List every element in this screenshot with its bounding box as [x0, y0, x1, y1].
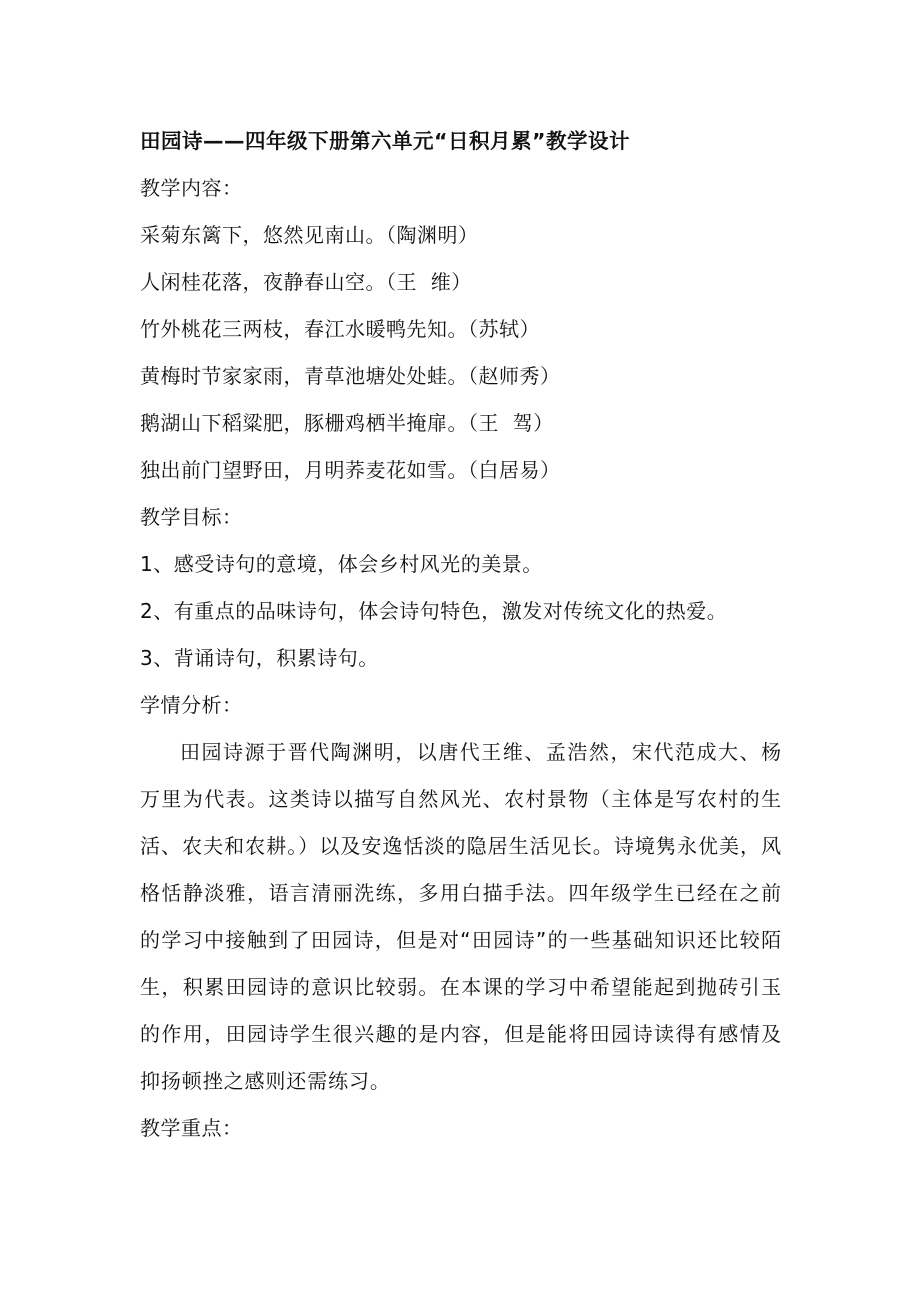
poem-line: 采菊东篱下，悠然见南山。（陶渊明） — [140, 223, 479, 247]
poem-line: 鹅湖山下稻粱肥，豚栅鸡栖半掩扉。（王 驾） — [140, 411, 554, 435]
section-heading-content: 教学内容： — [140, 176, 243, 200]
section-heading-key-points: 教学重点： — [140, 1116, 243, 1140]
goal-item: 1、感受诗句的意境，体会乡村风光的美景。 — [140, 552, 543, 576]
poem-line: 独出前门望野田，月明荞麦花如雪。（白居易） — [140, 458, 561, 482]
goal-item: 3、背诵诗句，积累诗句。 — [140, 646, 379, 670]
goal-item: 2、有重点的品味诗句，体会诗句特色，激发对传统文化的热爱。 — [140, 599, 728, 623]
poem-line: 黄梅时节家家雨，青草池塘处处蛙。（赵师秀） — [140, 364, 561, 388]
section-heading-analysis: 学情分析： — [140, 693, 243, 717]
analysis-paragraph: 田园诗源于晋代陶渊明，以唐代王维、孟浩然，宋代范成大、杨万里为代表。这类诗以描写自然风光、农村景物（主体是写农村的生活、农夫和农耕。）以及安逸恬淡的隐居生活见长。诗境隽永优美，风格恬静淡雅，语言清丽洗练，多用白描手法。四年级学生已经在之前的学习中接触到了田园诗，但是对“田园诗”的一些基础知识还比较陌生，积累田园诗的意识比较弱。在本课的学习中希望能起到抛砖引玉的作用，田园诗学生很兴趣的是内容，但是能将田园诗读得有感情及抑扬顿挫之感则还需练习。 — [140, 740, 782, 1093]
document-title: 田园诗——四年级下册第六单元“日积月累”教学设计 — [140, 129, 630, 153]
poem-line: 人闲桂花落，夜静春山空。（王 维） — [140, 270, 472, 294]
section-heading-goals: 教学目标： — [140, 505, 243, 529]
poem-line: 竹外桃花三两枝，春江水暖鸭先知。（苏轼） — [140, 317, 540, 341]
document-page — [140, 118, 782, 1152]
